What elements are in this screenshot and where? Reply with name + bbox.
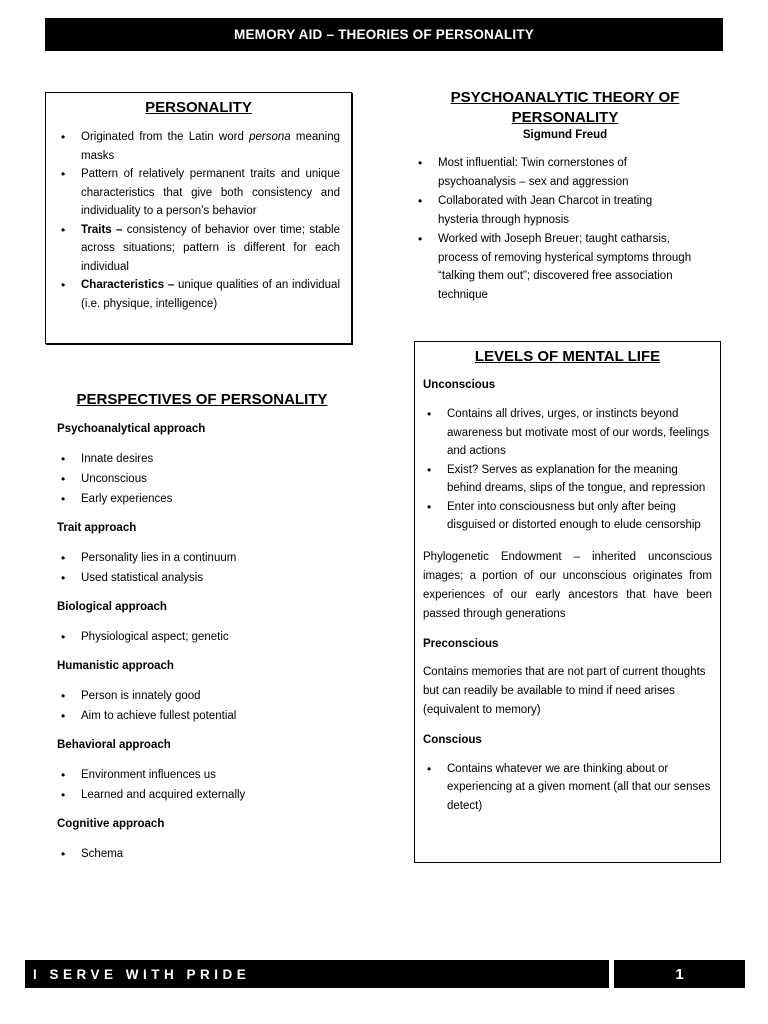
page-number-box (614, 960, 745, 988)
approach-title: Humanistic approach (57, 660, 174, 672)
list-item: • Innate desires (57, 449, 347, 469)
psychoanalytic-section (410, 88, 720, 304)
personality-list (57, 128, 340, 313)
list-item: • Aim to achieve fullest potential (57, 706, 347, 726)
list-item: • Schema (57, 844, 347, 864)
footer-motto-bar (25, 960, 609, 988)
list-item: • Pattern of relatively permanent traits and unique characteristics that give both consistency and individuality to a person’s behavior (57, 165, 340, 221)
levels-heading: LEVELS OF MENTAL LIFE (474, 348, 661, 365)
approach-items (57, 627, 347, 647)
psychoanalytic-list (410, 154, 720, 304)
preconscious-title: Preconscious (423, 637, 499, 650)
document-title-bar (45, 18, 723, 51)
page-number: 1 (675, 965, 684, 983)
list-item: • Learned and acquired externally (57, 785, 347, 805)
footer-motto: I SERVE WITH PRIDE (33, 966, 251, 982)
unconscious-list (423, 405, 712, 535)
conscious-list (423, 760, 712, 816)
list-item: • Characteristics – unique qualities of an individual (i.e. physique, intelligence) (57, 276, 340, 313)
approach-title: Biological approach (57, 601, 167, 613)
conscious-title: Conscious (423, 733, 482, 746)
personality-box (45, 92, 352, 344)
approach-items (57, 686, 347, 726)
list-item: • Used statistical analysis (57, 568, 347, 588)
list-item: • Environment influences us (57, 765, 347, 785)
psychoanalytic-author: Sigmund Freud (522, 129, 608, 141)
list-item: • Collaborated with Jean Charcot in treating hysteria through hypnosis (414, 192, 694, 229)
list-item: • Worked with Joseph Breuer; taught catharsis, process of removing hysterical symptoms through “talking them out”; discovered free association technique (414, 230, 694, 304)
list-item: • Physiological aspect; genetic (57, 627, 347, 647)
levels-box (414, 341, 721, 863)
perspectives-section (57, 391, 347, 877)
approach-items (57, 844, 347, 864)
approach-items (57, 548, 347, 588)
list-item: • Person is innately good (57, 686, 347, 706)
psychoanalytic-heading: PSYCHOANALYTIC THEORY OF PERSONALITY (450, 89, 680, 126)
unconscious-title: Unconscious (423, 379, 496, 391)
list-item: • Contains all drives, urges, or instincts beyond awareness but motivate most of our words, feelings and actions (423, 405, 712, 461)
list-item: • Early experiences (57, 489, 347, 509)
approach-title: Cognitive approach (57, 818, 165, 830)
list-item: • Unconscious (57, 469, 347, 489)
perspectives-heading: PERSPECTIVES OF PERSONALITY (76, 391, 328, 408)
preconscious-text: Contains memories that are not part of current thoughts but can readily be available to mind if need arises (equivalent to memory) (423, 665, 706, 716)
list-item: • Originated from the Latin word persona meaning masks (57, 128, 340, 165)
personality-heading: PERSONALITY (145, 99, 252, 116)
phylogenetic-note: Phylogenetic Endowment – inherited unconscious images; a portion of our unconscious originates from experiences of our early ancestors that have been passed through generations (423, 550, 712, 620)
list-item: • Personality lies in a continuum (57, 548, 347, 568)
list-item: • Enter into consciousness but only after being disguised or distorted enough to elude censorship (423, 498, 712, 535)
list-item: • Traits – consistency of behavior over time; stable across situations; pattern is different for each individual (57, 221, 340, 277)
approach-items (57, 449, 347, 509)
list-item: • Contains whatever we are thinking about or experiencing at a given moment (all that our senses detect) (423, 760, 712, 816)
document-title: MEMORY AID – THEORIES OF PERSONALITY (234, 27, 534, 42)
approach-title: Psychoanalytical approach (57, 423, 206, 435)
approach-title: Trait approach (57, 522, 137, 534)
approach-items (57, 765, 347, 805)
list-item: • Exist? Serves as explanation for the meaning behind dreams, slips of the tongue, and repression (423, 461, 712, 498)
approach-title: Behavioral approach (57, 739, 171, 751)
list-item: • Most influential: Twin cornerstones of psychoanalysis – sex and aggression (414, 154, 694, 191)
approaches-list (57, 423, 347, 864)
